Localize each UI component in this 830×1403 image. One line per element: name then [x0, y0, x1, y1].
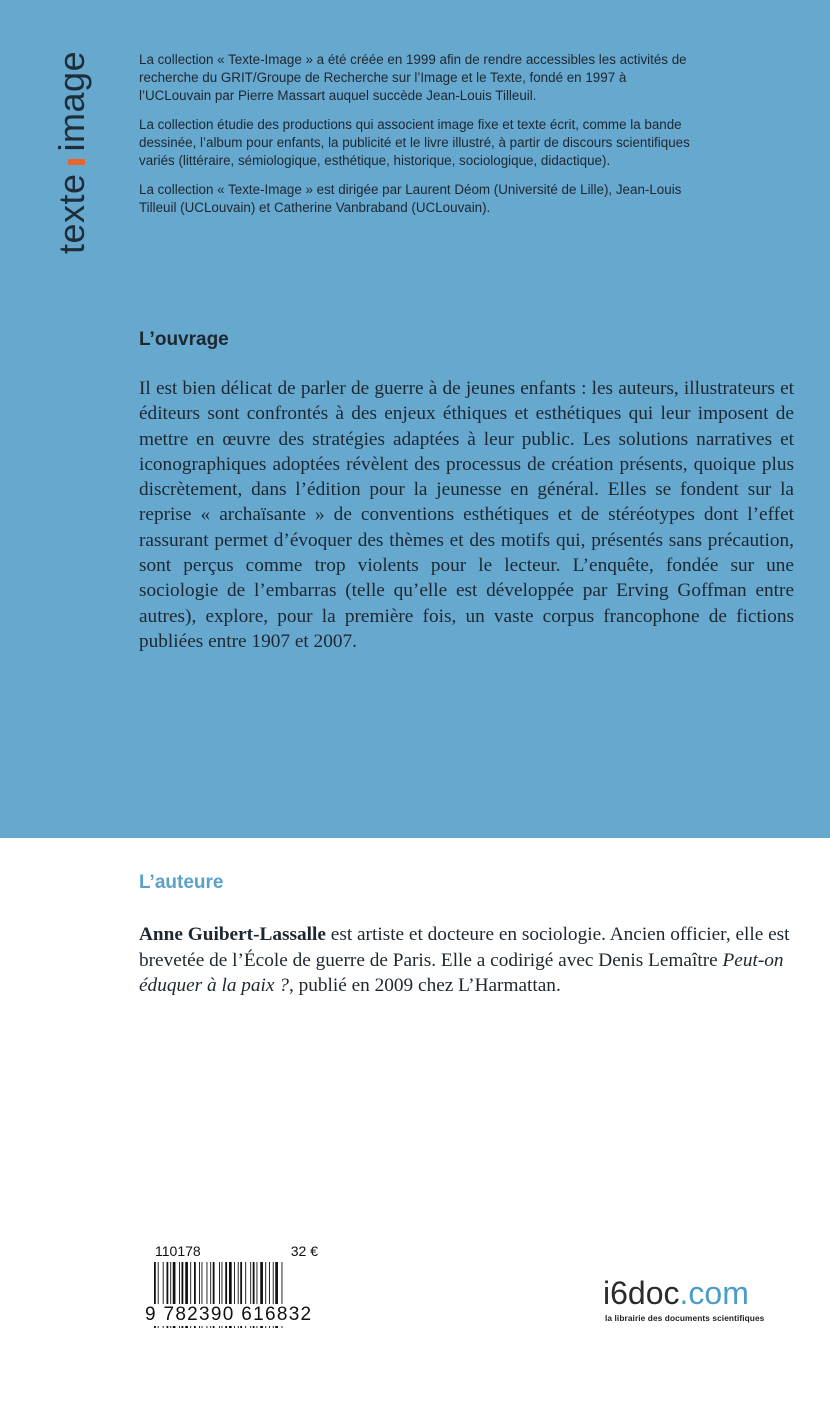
logo-tagline: la librairie des documents scientifiques	[605, 1313, 765, 1323]
collection-paragraph: La collection « Texte-Image » est dirigée par Laurent Déom (Université de Lille), Jean-Louis Tilleuil (UCLouvain) et Catherine Vanbraband (UCLouvain).	[139, 182, 682, 215]
series-word-image: image	[51, 50, 92, 152]
auteure-bio	[139, 922, 804, 999]
series-word-texte: texte	[51, 173, 92, 254]
series-separator	[68, 159, 85, 165]
collection-paragraph: La collection « Texte-Image » a été créée en 1999 afin de rendre accessibles les activités de recherche du GRIT/Groupe de Recherche sur l’Image et le Texte, fondé en 1997 à l’UCLouvain par Pierre Massart auquel succède Jean-Louis Tilleuil.	[139, 52, 687, 103]
ouvrage-summary: Il est bien délicat de parler de guerre à de jeunes enfants : les auteurs, illustrateurs et éditeurs sont confrontés à des enjeux éthiques et esthétiques qui leur imposent de mettre en œuvre des stratégies adaptées à leur public. Les solutions narratives et iconographiques adoptées révèlent des processus de création présents, quoique plus discrètement, dans l’édition pour la jeunesse en général. Elles se fondent sur la reprise « archaïsante » de conventions esthétiques et de stéréotypes dont l’effet rassurant permet d’évoquer des thèmes et des motifs qui, présentés sans précaution, sont perçus comme trop violents pour le lecteur. L’enquête, fondée sur une sociologie de l’embarras (telle qu’elle est développée par Erving Goffman entre autres), explore, pour la première fois, un vaste corpus francophone de fictions publiées entre 1907 et 2007.	[139, 378, 794, 652]
auteure-heading: L’auteure	[139, 872, 224, 893]
collection-paragraph: La collection étudie des productions qui associent image fixe et texte écrit, comme la bande dessinée, l’album pour enfants, la publicité et le livre illustré, à partir de discours scientifiques variés (littéraire, sémiologique, esthétique, historique, sociologique, didactique).	[139, 117, 690, 168]
author-book-title: Peut-on éduquer à la paix ?	[139, 949, 784, 996]
author-bio-text-end: , publié en 2009 chez L’Harmattan.	[288, 975, 561, 996]
series-logo	[50, 48, 94, 258]
barcode-digits: 9 782390 616832	[143, 1304, 327, 1326]
price: 32 €	[290, 1243, 318, 1259]
product-code: 110178	[155, 1243, 201, 1259]
collection-description	[139, 51, 699, 228]
publisher-logo	[603, 1275, 749, 1311]
logo-name: i6doc	[603, 1275, 680, 1311]
author-name: Anne Guibert-Lassalle	[139, 924, 326, 945]
logo-domain: .com	[679, 1275, 749, 1311]
author-bio-text: est artiste et docteure en sociologie. Ancien officier, elle est brevetée de l’École de guerre de Paris. Elle a codirigé avec Denis Lemaître	[139, 924, 790, 971]
ouvrage-heading: L’ouvrage	[139, 329, 229, 350]
